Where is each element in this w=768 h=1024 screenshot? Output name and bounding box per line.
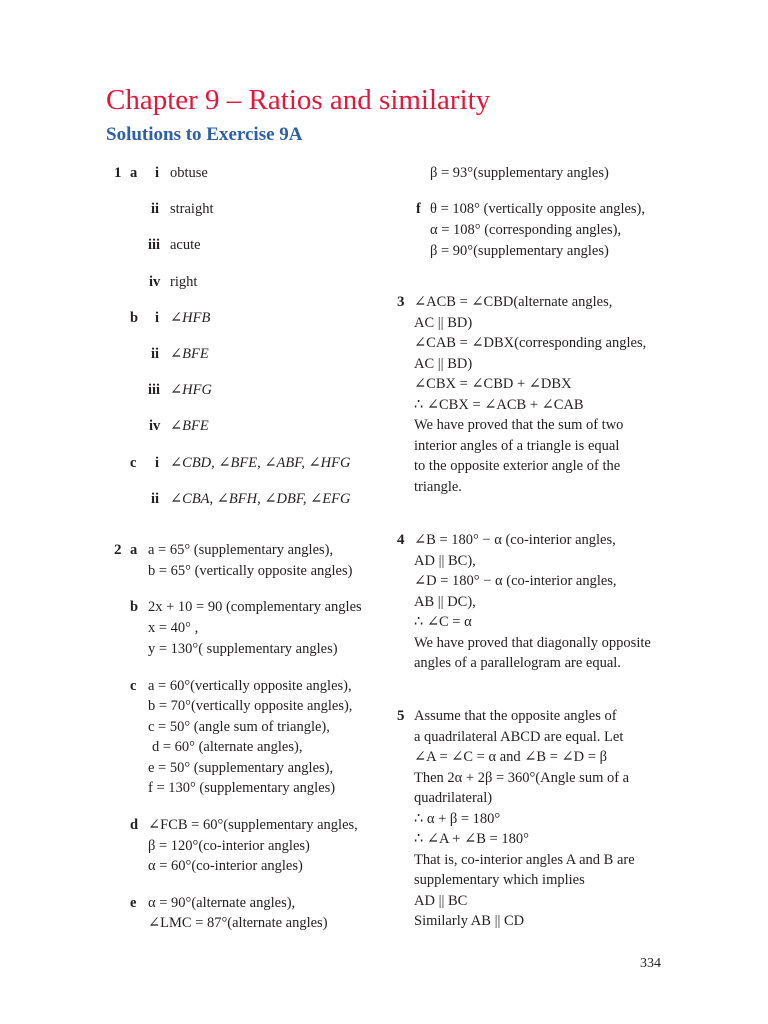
q1b-answer-iv: ∠BFE xyxy=(170,418,209,434)
q3-line-1: ∠ACB = ∠CBD(alternate angles, xyxy=(414,294,613,310)
q1b-roman-ii: ii xyxy=(151,346,160,362)
q2e-line-2: ∠LMC = 87°(alternate angles) xyxy=(148,915,328,931)
q4-line-4: AB || DC), xyxy=(414,594,476,610)
q2e-line-3: β = 93°(supplementary angles) xyxy=(430,165,609,181)
q1c-answer-ii: ∠CBA, ∠BFH, ∠DBF, ∠EFG xyxy=(170,491,351,507)
q1b-roman-i: i xyxy=(155,310,160,326)
q1a-answer-ii: straight xyxy=(170,201,214,217)
q1b-answer-i: ∠HFB xyxy=(170,310,211,326)
q2b-line-2: x = 40° , xyxy=(148,620,199,636)
q5-line-10: AD || BC xyxy=(414,893,468,909)
q1-part-b-label: b xyxy=(130,310,139,326)
q4-line-7: angles of a parallelogram are equal. xyxy=(414,655,621,671)
q3-line-2: AC || BD) xyxy=(414,315,473,331)
q3-line-9: to the opposite exterior angle of the xyxy=(414,458,621,474)
q3-line-8: interior angles of a triangle is equal xyxy=(414,438,620,454)
q2b-line-1: 2x + 10 = 90 (complementary angles xyxy=(148,599,362,615)
q2f-line-3: β = 90°(supplementary angles) xyxy=(430,243,609,259)
q1a-roman-iii: iii xyxy=(148,237,161,253)
q1c-roman-ii: ii xyxy=(151,491,160,507)
q1a-answer-iv: right xyxy=(170,274,198,290)
q2f-line-1: θ = 108° (vertically opposite angles), xyxy=(430,201,646,217)
q1c-answer-i: ∠CBD, ∠BFE, ∠ABF, ∠HFG xyxy=(170,455,351,471)
chapter-title: Chapter 9 – Ratios and similarity xyxy=(106,84,491,116)
q4-line-2: AD || BC), xyxy=(414,553,476,569)
q2-part-c-label: c xyxy=(130,678,137,694)
q1b-answer-ii: ∠BFE xyxy=(170,346,209,362)
q3-line-7: We have proved that the sum of two xyxy=(414,417,624,433)
q2c-line-6: f = 130° (supplementary angles) xyxy=(148,780,336,796)
q1-part-a-label: a xyxy=(130,165,138,181)
question-number-3: 3 xyxy=(397,294,405,310)
q5-line-11: Similarly AB || CD xyxy=(414,913,525,929)
q2d-line-1: ∠FCB = 60°(supplementary angles, xyxy=(148,817,358,833)
q2c-line-1: a = 60°(vertically opposite angles), xyxy=(148,678,352,694)
q3-line-4: AC || BD) xyxy=(414,356,473,372)
q1-part-c-label: c xyxy=(130,455,137,471)
q2-part-b-label: b xyxy=(130,599,139,615)
q2c-line-4: d = 60° (alternate angles), xyxy=(152,739,303,755)
q2-part-d-label: d xyxy=(130,817,139,833)
page-number: 334 xyxy=(640,956,661,971)
q2e-line-1: α = 90°(alternate angles), xyxy=(148,895,296,911)
q4-line-1: ∠B = 180° − α (co-interior angles, xyxy=(414,532,616,548)
q5-line-1: Assume that the opposite angles of xyxy=(414,708,617,724)
q1a-answer-iii: acute xyxy=(170,237,201,253)
q2b-line-3: y = 130°( supplementary angles) xyxy=(148,641,338,657)
q5-line-9: supplementary which implies xyxy=(414,872,585,888)
question-number-2: 2 xyxy=(114,542,122,558)
q5-line-5: quadrilateral) xyxy=(414,790,493,806)
q2a-line-2: b = 65° (vertically opposite angles) xyxy=(148,563,353,579)
q5-line-7: ∴ ∠A + ∠B = 180° xyxy=(414,831,529,847)
q4-line-3: ∠D = 180° − α (co-interior angles, xyxy=(414,573,617,589)
q2d-line-2: β = 120°(co-interior angles) xyxy=(148,838,310,854)
question-number-5: 5 xyxy=(397,708,405,724)
q1a-roman-iv: iv xyxy=(149,274,161,290)
q5-line-3: ∠A = ∠C = α and ∠B = ∠D = β xyxy=(414,749,607,765)
q2d-line-3: α = 60°(co-interior angles) xyxy=(148,858,303,874)
q2f-line-2: α = 108° (corresponding angles), xyxy=(430,222,622,238)
q1b-roman-iii: iii xyxy=(148,382,161,398)
q2-part-a-label: a xyxy=(130,542,138,558)
q5-line-2: a quadrilateral ABCD are equal. Let xyxy=(414,729,624,745)
q5-line-8: That is, co-interior angles A and B are xyxy=(414,852,635,868)
question-number-4: 4 xyxy=(397,532,405,548)
q1a-roman-i: i xyxy=(155,165,160,181)
question-number-1: 1 xyxy=(114,165,122,181)
q1a-roman-ii: ii xyxy=(151,201,160,217)
q5-line-6: ∴ α + β = 180° xyxy=(414,811,501,827)
q1b-roman-iv: iv xyxy=(149,418,161,434)
q1a-answer-i: obtuse xyxy=(170,165,208,181)
q3-line-6: ∴ ∠CBX = ∠ACB + ∠CAB xyxy=(414,397,584,413)
q2a-line-1: a = 65° (supplementary angles), xyxy=(148,542,334,558)
q3-line-3: ∠CAB = ∠DBX(corresponding angles, xyxy=(414,335,647,351)
q1c-roman-i: i xyxy=(155,455,160,471)
q3-line-10: triangle. xyxy=(414,479,462,495)
q2-part-f-label: f xyxy=(416,201,421,217)
q2c-line-2: b = 70°(vertically opposite angles), xyxy=(148,698,353,714)
q3-line-5: ∠CBX = ∠CBD + ∠DBX xyxy=(414,376,572,392)
section-title: Solutions to Exercise 9A xyxy=(106,124,303,145)
q2c-line-5: e = 50° (supplementary angles), xyxy=(148,760,334,776)
q4-line-6: We have proved that diagonally opposite xyxy=(414,635,651,651)
q2-part-e-label: e xyxy=(130,895,137,911)
q5-line-4: Then 2α + 2β = 360°(Angle sum of a xyxy=(414,770,630,786)
q1b-answer-iii: ∠HFG xyxy=(170,382,212,398)
q4-line-5: ∴ ∠C = α xyxy=(414,614,472,630)
q2c-line-3: c = 50° (angle sum of triangle), xyxy=(148,719,330,735)
